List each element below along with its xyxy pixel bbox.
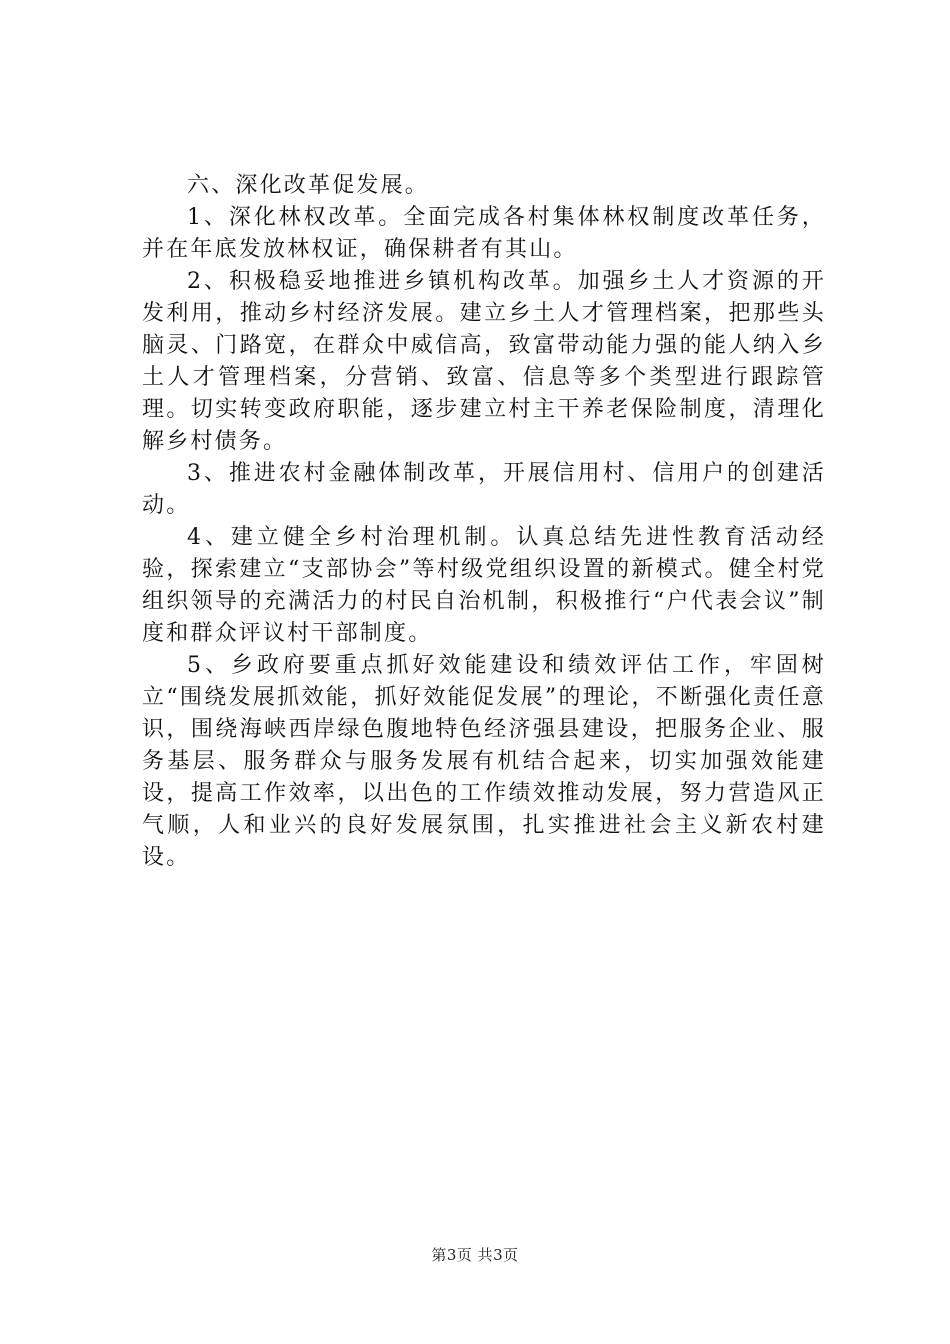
paragraph-efficiency: 5、乡政府要重点抓好效能建设和绩效评估工作，牢固树立“围绕发展抓效能，抓好效能促发展”的理论，不断强化责任意识，围绕海峡西岸绿色腹地特色经济强县建设，把服务企业、服务基层、服务群众与服务发展有机结合起来，切实加强效能建设，提高工作效率，以出色的工作绩效推动发展，努力营造风正气顺，人和业兴的良好发展氛围，扎实推进社会主义新农村建设。 bbox=[142, 653, 826, 870]
paragraph-governance: 4、建立健全乡村治理机制。认真总结先进性教育活动经验，探索建立“支部协会”等村级党组织设置的新模式。健全村党组织领导的充满活力的村民自治机制，积极推行“户代表会议”制度和群众评议村干部制度。 bbox=[142, 525, 826, 646]
section-heading: 六、深化改革促发展。 bbox=[187, 173, 430, 198]
paragraph-township-reform: 2、积极稳妥地推进乡镇机构改革。加强乡土人才资源的开发利用，推动乡村经济发展。建立乡土人才管理档案，把那些头脑灵、门路宽，在群众中威信高，致富带动能力强的能人纳入乡土人才管理档案，分营销、致富、信息等多个类型进行跟踪管理。切实转变政府职能，逐步建立村主干养老保险制度，清理化解乡村债务。 bbox=[142, 269, 826, 454]
paragraph-finance-reform: 3、推进农村金融体制改革，开展信用村、信用户的创建活动。 bbox=[142, 461, 826, 518]
page-footer: 第3页 共3页 bbox=[431, 1246, 519, 1264]
document-body bbox=[142, 170, 826, 874]
paragraph-forest-reform: 1、深化林权改革。全面完成各村集体林权制度改革任务，并在年底发放林权证，确保耕者有其山。 bbox=[142, 205, 826, 262]
